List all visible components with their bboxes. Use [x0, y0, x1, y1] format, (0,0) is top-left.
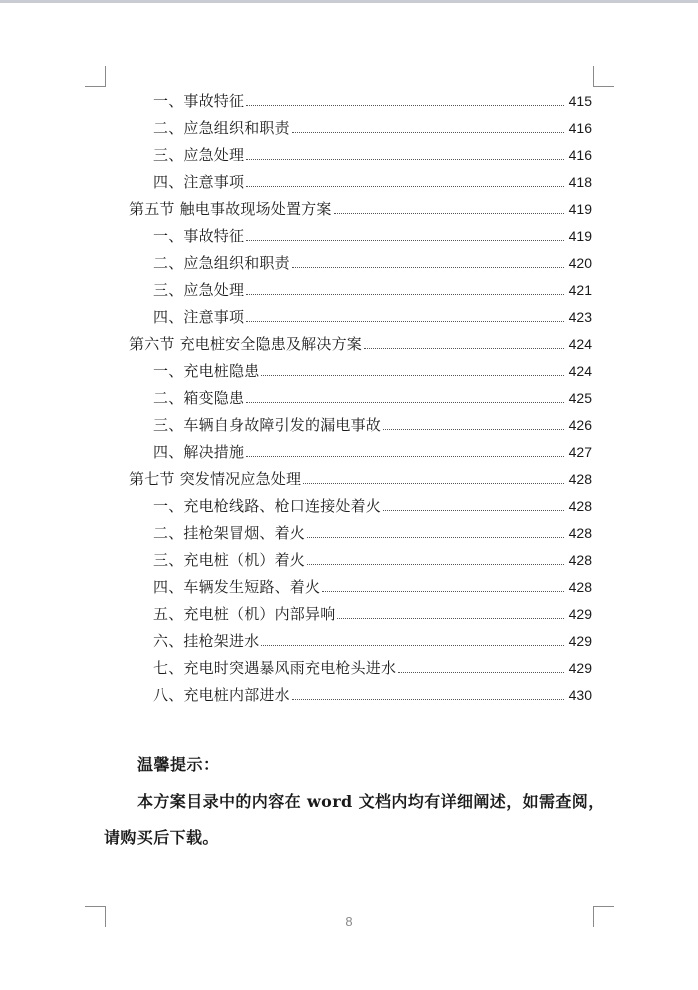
toc-entry[interactable] — [153, 117, 592, 139]
toc-entry-label: 三、充电桩（机）着火 — [153, 551, 306, 569]
toc-entry[interactable] — [153, 144, 592, 166]
margin-mark-bottom-right — [593, 906, 614, 927]
toc-entry[interactable] — [153, 630, 592, 652]
toc-leader — [303, 482, 564, 484]
toc-entry-page: 428 — [568, 525, 592, 541]
toc-entry-page: 428 — [568, 552, 592, 568]
tip-text-line-2: 请购买后下载。 — [104, 828, 219, 847]
toc-entry[interactable] — [153, 387, 592, 409]
toc-leader — [307, 536, 564, 538]
toc-entry-label: 一、充电枪线路、枪口连接处着火 — [153, 497, 382, 515]
toc-leader — [337, 617, 564, 619]
toc-leader — [246, 185, 564, 187]
toc-entry-label: 二、挂枪架冒烟、着火 — [153, 524, 306, 542]
toc-entry-page: 425 — [568, 390, 592, 406]
toc-entry-label: 二、应急组织和职责 — [153, 254, 290, 272]
toc-entry-page: 420 — [568, 255, 592, 271]
toc-leader — [246, 455, 564, 457]
toc-leader — [383, 509, 564, 511]
toc-leader — [246, 104, 564, 106]
toc-entry-label: 第五节 触电事故现场处置方案 — [129, 200, 332, 218]
toc-section-entry[interactable] — [129, 468, 592, 490]
toc-leader — [292, 131, 564, 133]
toc-entry-page: 427 — [568, 444, 592, 460]
toc-leader — [322, 590, 564, 592]
toc-entry-page: 429 — [568, 633, 592, 649]
toc-entry-page: 430 — [568, 687, 592, 703]
toc-entry-label: 五、充电桩（机）内部异响 — [153, 605, 336, 623]
toc-entry-page: 429 — [568, 606, 592, 622]
toc-leader — [246, 293, 564, 295]
toc-entry-label: 七、充电时突遇暴风雨充电枪头进水 — [153, 659, 397, 677]
toc-entry-page: 429 — [568, 660, 592, 676]
toc-entry-page: 416 — [568, 120, 592, 136]
margin-mark-top-right — [593, 66, 614, 87]
toc-entry-label: 三、车辆自身故障引发的漏电事故 — [153, 416, 382, 434]
toc-entry-label: 四、注意事项 — [153, 308, 245, 326]
toc-entry-label: 一、事故特征 — [153, 227, 245, 245]
toc-entry[interactable] — [153, 225, 592, 247]
toc-entry-label: 八、充电桩内部进水 — [153, 686, 290, 704]
toc-entry-label: 一、事故特征 — [153, 92, 245, 110]
toc-entry-page: 424 — [568, 336, 592, 352]
page-number: 8 — [345, 914, 353, 929]
toc-entry-page: 428 — [568, 498, 592, 514]
toc-leader — [383, 428, 564, 430]
toc-entry-label: 三、应急处理 — [153, 146, 245, 164]
toc-entry-label: 三、应急处理 — [153, 281, 245, 299]
toc-entry-label: 二、应急组织和职责 — [153, 119, 290, 137]
toc-entry-page: 426 — [568, 417, 592, 433]
toc-entry-page: 418 — [568, 174, 592, 190]
toc-entry-page: 424 — [568, 363, 592, 379]
tip-text-line-1: 本方案目录中的内容在 word 文档内均有详细阐述，如需查阅， — [137, 792, 605, 811]
toc-entry[interactable] — [153, 495, 592, 517]
toc-entry-page: 419 — [568, 201, 592, 217]
toc-entry-label: 一、充电桩隐患 — [153, 362, 260, 380]
toc-entry-label: 四、注意事项 — [153, 173, 245, 191]
toc-leader — [292, 698, 564, 700]
toc-entry[interactable] — [153, 441, 592, 463]
toc-leader — [334, 212, 564, 214]
toc-entry[interactable] — [153, 684, 592, 706]
toc-entry-label: 四、车辆发生短路、着火 — [153, 578, 321, 596]
toc-entry[interactable] — [153, 549, 592, 571]
window-top-strip — [0, 0, 698, 3]
toc-section-entry[interactable] — [129, 333, 592, 355]
toc-entry-page: 423 — [568, 309, 592, 325]
toc-entry-page: 416 — [568, 147, 592, 163]
toc-leader — [246, 239, 564, 241]
toc-entry[interactable] — [153, 306, 592, 328]
toc-entry-label: 四、解决措施 — [153, 443, 245, 461]
toc-entry[interactable] — [153, 171, 592, 193]
toc-entry-label: 第七节 突发情况应急处理 — [129, 470, 302, 488]
toc-entry-page: 428 — [568, 471, 592, 487]
toc-entry[interactable] — [153, 360, 592, 382]
toc-entry-label: 二、箱变隐患 — [153, 389, 245, 407]
toc-entry-label: 第六节 充电桩安全隐患及解决方案 — [129, 335, 362, 353]
tip-title: 温馨提示： — [137, 755, 220, 774]
toc-section-entry[interactable] — [129, 198, 592, 220]
toc-leader — [246, 401, 564, 403]
toc-entry-page: 419 — [568, 228, 592, 244]
toc-leader — [246, 320, 564, 322]
toc-leader — [398, 671, 564, 673]
toc-leader — [292, 266, 564, 268]
toc-entry[interactable] — [153, 90, 592, 112]
toc-entry[interactable] — [153, 522, 592, 544]
toc-entry[interactable] — [153, 576, 592, 598]
toc-entry[interactable] — [153, 252, 592, 274]
margin-mark-top-left — [85, 66, 106, 87]
toc-entry[interactable] — [153, 603, 592, 625]
toc-entry[interactable] — [153, 657, 592, 679]
toc-leader — [307, 563, 564, 565]
toc-leader — [261, 374, 564, 376]
toc-entry-label: 六、挂枪架进水 — [153, 632, 260, 650]
toc-leader — [246, 158, 564, 160]
toc-entry[interactable] — [153, 414, 592, 436]
toc-entry-page: 415 — [568, 93, 592, 109]
margin-mark-bottom-left — [85, 906, 106, 927]
toc-entry[interactable] — [153, 279, 592, 301]
toc-leader — [364, 347, 564, 349]
toc-entry-page: 428 — [568, 579, 592, 595]
toc-leader — [261, 644, 564, 646]
toc-entry-page: 421 — [568, 282, 592, 298]
